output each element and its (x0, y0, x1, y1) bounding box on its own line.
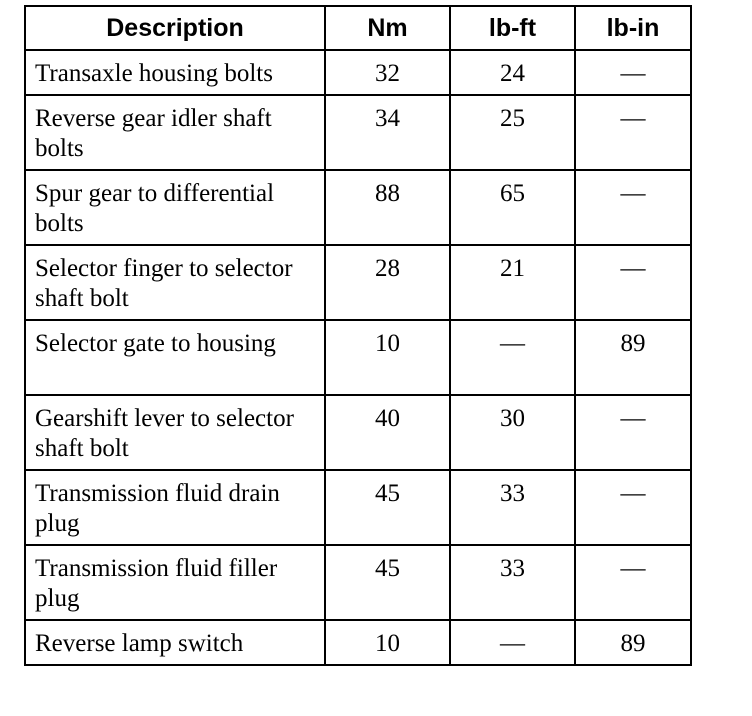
header-description: Description (25, 6, 325, 50)
table-body (25, 50, 691, 665)
lb-in-cell: 89 (575, 620, 691, 665)
lb-in-cell: — (575, 395, 691, 470)
lb-in-cell: — (575, 470, 691, 545)
header-nm: Nm (325, 6, 450, 50)
header-row (25, 6, 691, 50)
lb-ft-cell: 33 (450, 470, 575, 545)
lb-ft-cell: 30 (450, 395, 575, 470)
table-row (25, 245, 691, 320)
table-row (25, 395, 691, 470)
lb-in-cell: — (575, 545, 691, 620)
torque-specifications-table (24, 5, 692, 666)
header-lb-ft: lb-ft (450, 6, 575, 50)
table-row (25, 470, 691, 545)
lb-in-cell: 89 (575, 320, 691, 395)
lb-ft-cell: — (450, 320, 575, 395)
table-header (25, 6, 691, 50)
lb-ft-cell: 33 (450, 545, 575, 620)
nm-cell: 45 (325, 470, 450, 545)
table-row (25, 620, 691, 665)
description-cell: Selector finger to selector shaft bolt (25, 245, 325, 320)
nm-cell: 88 (325, 170, 450, 245)
nm-cell: 34 (325, 95, 450, 170)
nm-cell: 28 (325, 245, 450, 320)
lb-in-cell: — (575, 245, 691, 320)
nm-cell: 40 (325, 395, 450, 470)
nm-cell: 45 (325, 545, 450, 620)
nm-cell: 32 (325, 50, 450, 95)
lb-in-cell: — (575, 95, 691, 170)
table-row (25, 320, 691, 395)
nm-cell: 10 (325, 320, 450, 395)
lb-ft-cell: — (450, 620, 575, 665)
description-cell: Reverse gear idler shaft bolts (25, 95, 325, 170)
description-cell: Transaxle housing bolts (25, 50, 325, 95)
description-cell: Spur gear to differential bolts (25, 170, 325, 245)
description-cell: Reverse lamp switch (25, 620, 325, 665)
lb-ft-cell: 24 (450, 50, 575, 95)
table-row (25, 95, 691, 170)
table-row (25, 50, 691, 95)
lb-ft-cell: 65 (450, 170, 575, 245)
header-lb-in: lb-in (575, 6, 691, 50)
lb-ft-cell: 25 (450, 95, 575, 170)
description-cell: Selector gate to housing (25, 320, 325, 395)
table-row (25, 545, 691, 620)
nm-cell: 10 (325, 620, 450, 665)
description-cell: Gearshift lever to selector shaft bolt (25, 395, 325, 470)
description-cell: Transmission fluid filler plug (25, 545, 325, 620)
lb-in-cell: — (575, 50, 691, 95)
description-cell: Transmission fluid drain plug (25, 470, 325, 545)
lb-ft-cell: 21 (450, 245, 575, 320)
lb-in-cell: — (575, 170, 691, 245)
table-row (25, 170, 691, 245)
